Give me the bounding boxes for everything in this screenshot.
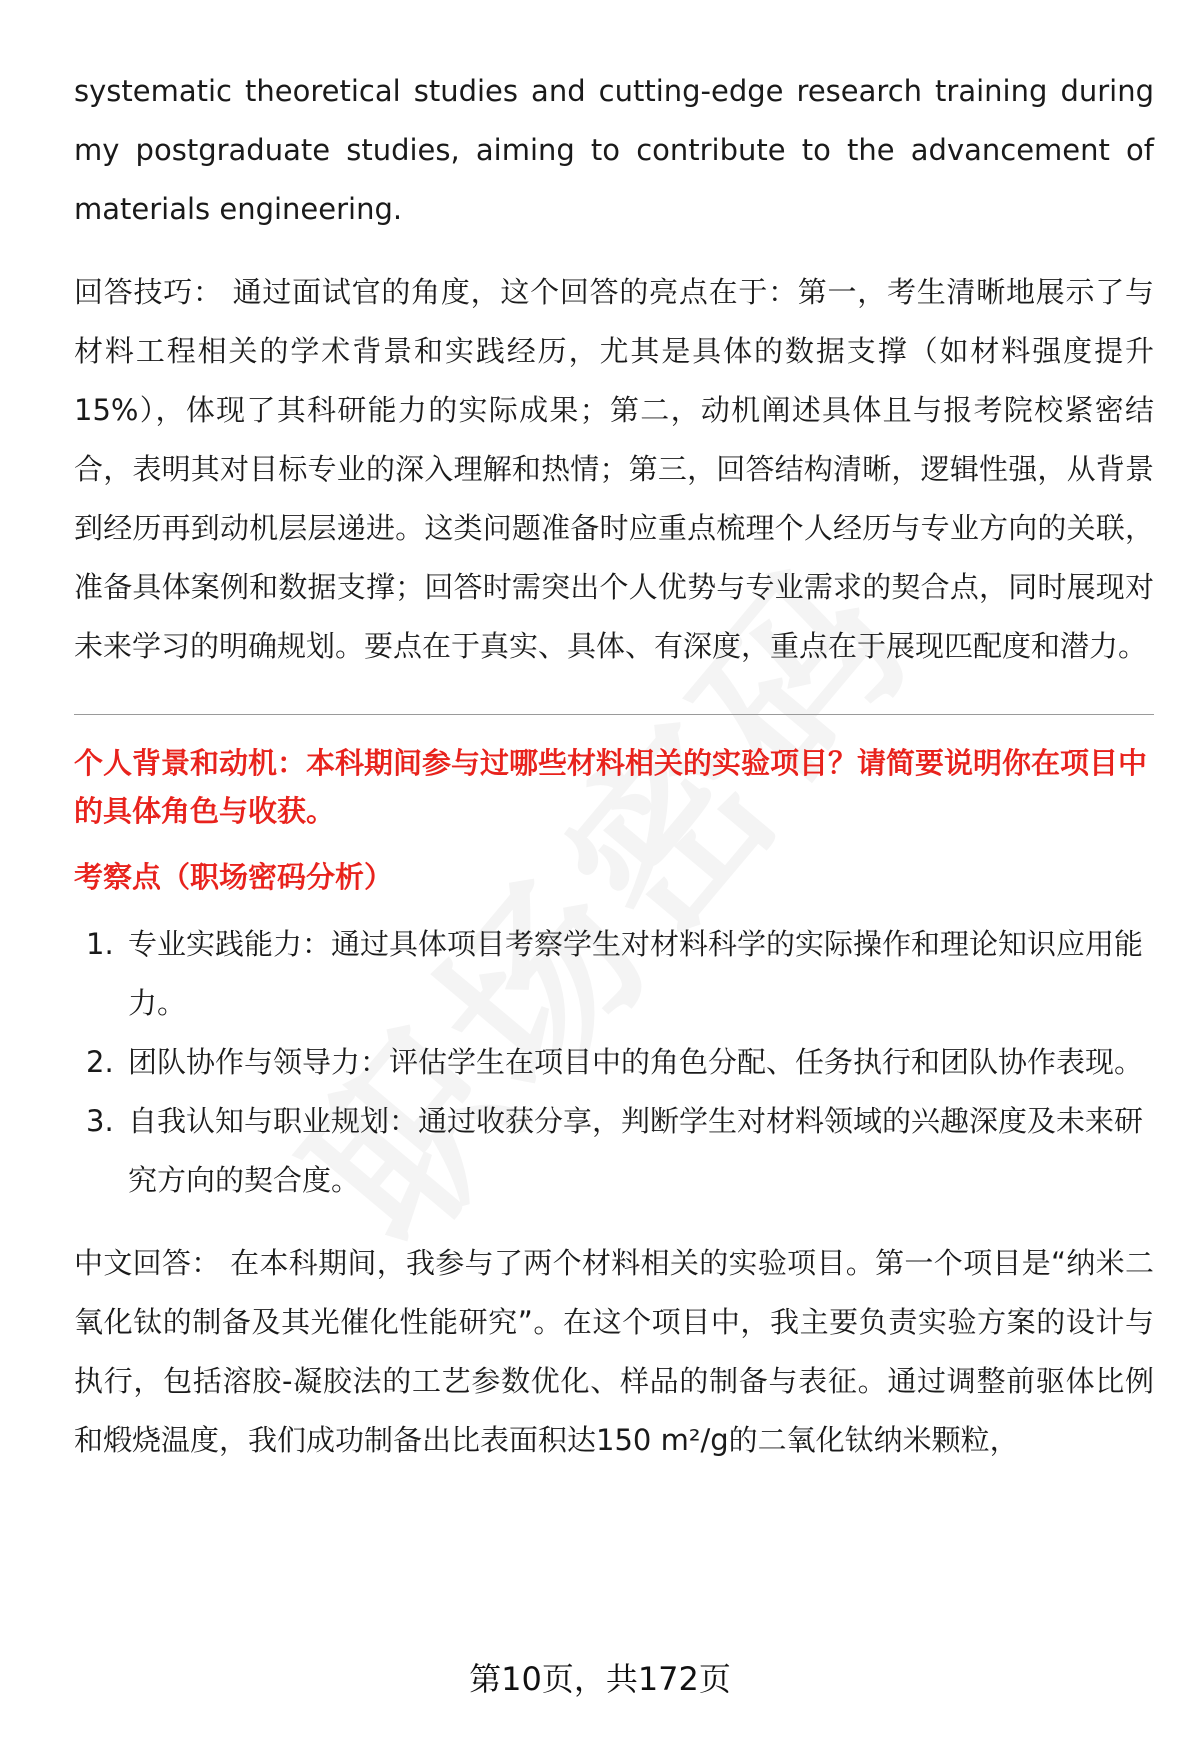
answer-tip-paragraph: 回答技巧： 通过面试官的角度，这个回答的亮点在于：第一，考生清晰地展示了与材料工程相关的学术背景和实践经历，尤其是具体的数据支撑（如材料强度提升15%），体现了其科研能力的实际成果；第二，动机阐述具体且与报考院校紧密结合，表明其对目标专业的深入理解和热情；第三，回答结构清晰，逻辑性强，从背景到经历再到动机层层递进。这类问题准备时应重点梳理个人经历与专业方向的关联，准备具体案例和数据支撑；回答时需突出个人优势与专业需求的契合点，同时展现对未来学习的明确规划。要点在于真实、具体、有深度，重点在于展现匹配度和潜力。 xyxy=(74,275,1154,663)
intro-paragraph: systematic theoretical studies and cutting-edge research training during my postgraduate studies, aiming to contribute to the advancement of materials engineering. xyxy=(74,74,1154,226)
list-item-text: 团队协作与领导力：评估学生在项目中的角色分配、任务执行和团队协作表现。 xyxy=(128,1045,1144,1079)
list-item xyxy=(74,1092,1154,1210)
list-item-text: 专业实践能力：通过具体项目考察学生对材料科学的实际操作和理论知识应用能力。 xyxy=(128,927,1144,1020)
document-page xyxy=(74,62,1154,1470)
list-number: 1. xyxy=(86,927,114,961)
list-number: 3. xyxy=(86,1104,114,1138)
list-number: 2. xyxy=(86,1045,114,1079)
list-item xyxy=(74,1033,1154,1092)
focus-heading: 考察点（职场密码分析） xyxy=(74,860,394,894)
list-item xyxy=(74,915,1154,1033)
focus-list xyxy=(74,915,1154,1210)
page-number-footer: 第10页，共172页 xyxy=(469,1660,731,1698)
question-heading: 个人背景和动机：本科期间参与过哪些材料相关的实验项目？请简要说明你在项目中的具体角色与收获。 xyxy=(74,746,1148,828)
list-item-text: 自我认知与职业规划：通过收获分享，判断学生对材料领域的兴趣深度及未来研究方向的契合度。 xyxy=(128,1104,1144,1197)
chinese-answer-paragraph: 中文回答： 在本科期间，我参与了两个材料相关的实验项目。第一个项目是“纳米二氧化钛的制备及其光催化性能研究”。在这个项目中，我主要负责实验方案的设计与执行，包括溶胶-凝胶法的工艺参数优化、样品的制备与表征。通过调整前驱体比例和煅烧温度，我们成功制备出比表面积达150 m²/g的二氧化钛纳米颗粒， xyxy=(74,1246,1154,1457)
section-divider xyxy=(74,714,1154,715)
